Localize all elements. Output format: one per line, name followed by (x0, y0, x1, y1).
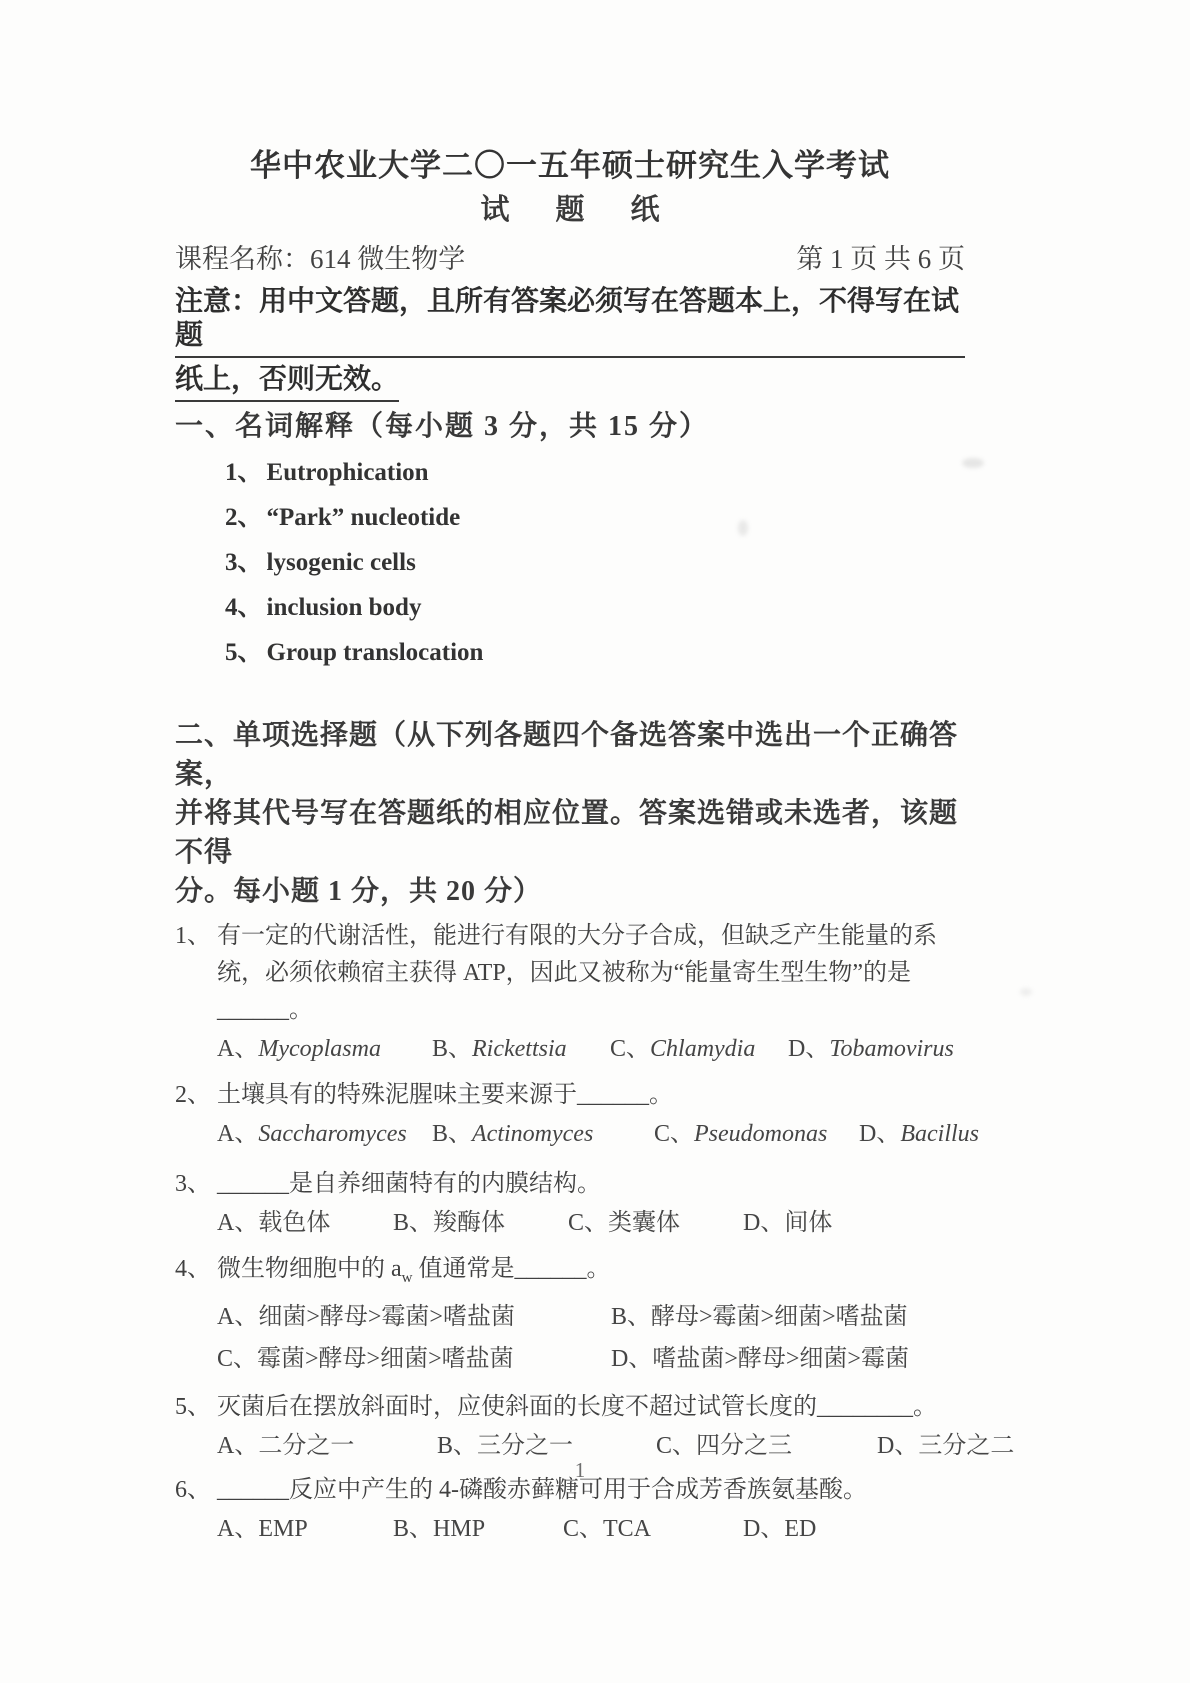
option-label: A、 (217, 1303, 259, 1330)
option-d (743, 1208, 965, 1238)
question-3 (175, 1166, 965, 1203)
question-stem: ______反应中产生的 4-磷酸赤藓糖可用于合成芳香族氨基酸。 (217, 1476, 867, 1503)
option-b (611, 1302, 965, 1332)
option-c (654, 1119, 859, 1149)
option-text: 三分之一 (477, 1432, 574, 1459)
question-1-options (175, 1034, 965, 1064)
option-c (217, 1344, 611, 1374)
option-text: 三分之二 (918, 1432, 1015, 1459)
option-text: Mycoplasma (258, 1036, 381, 1062)
option-text: HMP (433, 1515, 486, 1542)
term-text: “Park” nucleotide (266, 504, 461, 531)
option-label: B、 (393, 1210, 434, 1236)
exam-title: 华中农业大学二〇一五年硕士研究生入学考试 (250, 148, 890, 183)
option-b (432, 1119, 654, 1149)
option-b (393, 1208, 568, 1238)
option-text: 羧酶体 (433, 1210, 506, 1236)
option-label: A、 (217, 1515, 259, 1542)
option-a (217, 1514, 393, 1544)
question-4 (175, 1251, 965, 1297)
option-text: 类囊体 (608, 1210, 681, 1236)
page-number-footer: 1 (574, 1458, 586, 1482)
option-label: D、 (859, 1121, 901, 1147)
question-5 (175, 1389, 965, 1426)
option-c (563, 1514, 743, 1544)
option-label: D、 (611, 1345, 653, 1372)
option-text: 嗜盐菌>酵母>细菌>霉菌 (652, 1345, 909, 1372)
question-number: 1、 (175, 923, 211, 949)
option-text: Rickettsia (472, 1036, 567, 1062)
stem-text: 值通常是______。 (412, 1256, 611, 1282)
option-a (217, 1034, 432, 1064)
option-label: C、 (654, 1121, 695, 1147)
question-stem: 土壤具有的特殊泥腥味主要来源于______。 (217, 1082, 673, 1108)
option-text: Actinomyces (472, 1121, 594, 1147)
option-text: Pseudomonas (694, 1121, 828, 1147)
term-text: Eutrophication (266, 459, 429, 486)
notice-line-1: 注意：用中文答题，且所有答案必须写在答题本上，不得写在试题 (175, 285, 965, 358)
option-label: C、 (568, 1210, 609, 1236)
option-label: C、 (217, 1345, 258, 1372)
option-text: 载色体 (258, 1210, 331, 1236)
option-text: Chlamydia (650, 1036, 756, 1062)
option-c (610, 1034, 788, 1064)
option-label: A、 (217, 1036, 259, 1062)
option-text: ED (784, 1515, 817, 1542)
option-label: B、 (393, 1515, 434, 1542)
question-2 (175, 1077, 965, 1114)
option-a (217, 1431, 437, 1461)
term-item-2 (225, 503, 965, 533)
option-d (859, 1119, 979, 1149)
option-label: D、 (743, 1515, 785, 1542)
option-d (743, 1514, 965, 1544)
section-two-heading-line-1: 二、单项选择题（从下列各题四个备选答案中选出一个正确答案， (175, 720, 959, 790)
term-text: lysogenic cells (266, 549, 416, 576)
section-two-heading-line-3: 分。每小题 1 分，共 20 分） (175, 876, 543, 907)
option-b (432, 1034, 610, 1064)
section-two-heading (175, 716, 965, 911)
exam-subtitle: 试题纸 (480, 194, 706, 226)
term-number: 3、 (225, 549, 263, 576)
term-number: 5、 (225, 639, 263, 666)
question-4-options (175, 1302, 965, 1374)
section-two-heading-line-2: 并将其代号写在答题纸的相应位置。答案选错或未选者，该题不得 (175, 798, 959, 868)
term-text: inclusion body (266, 594, 422, 621)
question-stem: ______是自养细菌特有的内膜结构。 (217, 1171, 601, 1197)
option-d (877, 1431, 1014, 1461)
term-item-5 (225, 638, 965, 668)
option-label: D、 (788, 1036, 830, 1062)
option-label: B、 (611, 1303, 652, 1330)
stem-subscript: w (401, 1269, 413, 1286)
option-label: C、 (563, 1515, 604, 1542)
option-b (437, 1431, 656, 1461)
question-list (175, 918, 1015, 1544)
notice-block (175, 285, 965, 402)
term-item-1 (225, 458, 965, 488)
option-text: Bacillus (900, 1121, 979, 1147)
term-item-3 (225, 548, 965, 578)
question-number: 6、 (175, 1476, 211, 1503)
option-label: A、 (217, 1121, 259, 1147)
option-text: Tobamovirus (829, 1036, 954, 1062)
option-text: 霉菌>酵母>细菌>嗜盐菌 (257, 1345, 514, 1372)
option-a (217, 1302, 611, 1332)
option-d (788, 1034, 965, 1064)
option-label: B、 (432, 1036, 473, 1062)
stem-text: 微生物细胞中的 a (217, 1256, 402, 1282)
term-number: 4、 (225, 594, 263, 621)
term-number: 1、 (225, 459, 263, 486)
question-5-options (175, 1431, 1015, 1461)
option-text: 四分之三 (696, 1432, 793, 1459)
option-label: B、 (437, 1432, 478, 1459)
option-text: 酵母>霉菌>细菌>嗜盐菌 (651, 1303, 908, 1330)
section-one-heading: 一、名词解释（每小题 3 分，共 15 分） (175, 411, 710, 442)
question-number: 2、 (175, 1082, 211, 1108)
question-1 (175, 918, 965, 1029)
option-b (393, 1514, 563, 1544)
question-stem (217, 1251, 965, 1297)
course-name: 课程名称：614 微生物学 (175, 244, 466, 274)
option-text: 二分之一 (258, 1432, 355, 1459)
option-a (217, 1119, 432, 1149)
option-c (568, 1208, 743, 1238)
question-3-options (175, 1208, 965, 1238)
option-label: C、 (656, 1432, 697, 1459)
question-stem: 灭菌后在摆放斜面时，应使斜面的长度不超过试管长度的________。 (217, 1393, 937, 1420)
term-list (175, 458, 965, 668)
term-number: 2、 (225, 504, 263, 531)
option-label: C、 (610, 1036, 651, 1062)
option-text: TCA (603, 1515, 652, 1542)
option-label: D、 (743, 1210, 785, 1236)
question-number: 5、 (175, 1393, 211, 1420)
scan-artifact (1020, 988, 1032, 996)
option-text: Saccharomyces (258, 1121, 407, 1147)
option-text: 细菌>酵母>霉菌>嗜盐菌 (258, 1303, 515, 1330)
option-text: 间体 (784, 1210, 833, 1236)
option-a (217, 1208, 393, 1238)
question-number: 3、 (175, 1171, 211, 1197)
option-label: D、 (877, 1432, 919, 1459)
page-indicator: 第 1 页 共 6 页 (796, 244, 965, 274)
option-text: EMP (258, 1515, 308, 1542)
option-label: A、 (217, 1210, 259, 1236)
question-2-options (175, 1119, 979, 1149)
scan-artifact (962, 458, 984, 468)
option-label: A、 (217, 1432, 259, 1459)
question-stem: 有一定的代谢活性，能进行有限的大分子合成，但缺乏产生能量的系统，必须依赖宿主获得 ATP，因此又被称为“能量寄生型生物”的是______。 (217, 923, 937, 1023)
option-c (656, 1431, 877, 1461)
option-d (611, 1344, 965, 1374)
option-label: B、 (432, 1121, 473, 1147)
course-row (175, 243, 965, 275)
term-text: Group translocation (266, 639, 484, 666)
term-item-4 (225, 593, 965, 623)
notice-line-2: 纸上，否则无效。 (175, 363, 399, 402)
question-6-options (175, 1514, 965, 1544)
question-number: 4、 (175, 1256, 211, 1282)
